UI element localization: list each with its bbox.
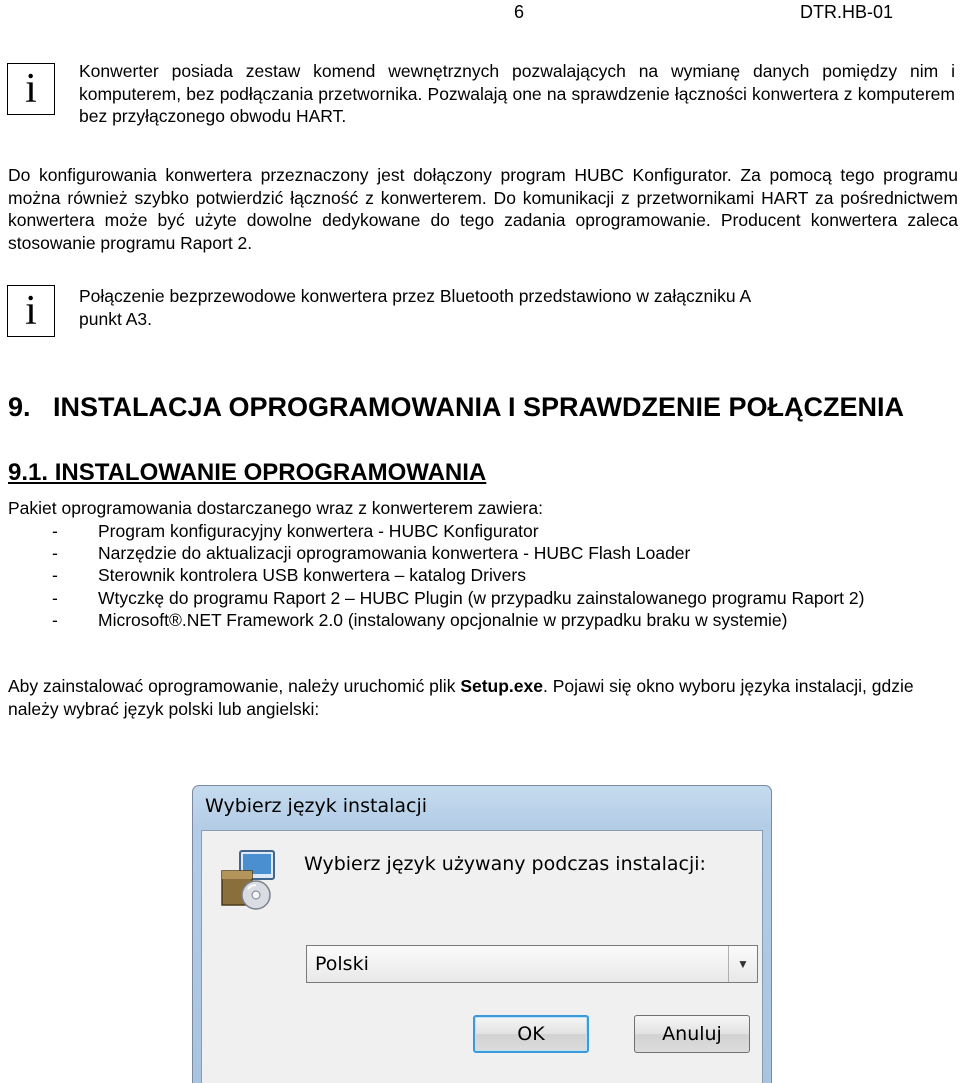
dialog-body xyxy=(201,830,763,1083)
ok-button[interactable]: OK xyxy=(473,1015,589,1053)
package-intro: Pakiet oprogramowania dostarczanego wraz z konwerterem zawiera: xyxy=(8,498,543,518)
language-select[interactable] xyxy=(306,945,758,983)
paragraph-configurator: Do konfigurowania konwertera przeznaczony jest dołączony program HUBC Konfigurator. Za pomocą tego programu można również szybko potwierdzić łączność z konwerterem. Do komunikacji z przetwornikami HART za pośrednictwem konwertera może być użyte dowolne dedykowane do tego zadania oprogramowanie. Producent konwertera zaleca stosowanie programu Raport 2. xyxy=(8,165,958,253)
list-item: - Wtyczkę do programu Raport 2 – HUBC Plugin (w przypadku zainstalowanego programu Raport 2) xyxy=(52,587,865,608)
chevron-down-icon[interactable]: ▼ xyxy=(728,946,757,982)
section-heading: 9. INSTALACJA OPROGRAMOWANIA I SPRAWDZENIE POŁĄCZENIA xyxy=(8,392,905,422)
info-icon: i xyxy=(7,63,55,115)
subsection-heading: 9.1. INSTALOWANIE OPROGRAMOWANIA xyxy=(8,459,487,486)
dialog-title: Wybierz język instalacji xyxy=(205,795,428,817)
language-dialog xyxy=(192,785,772,1083)
install-instructions: Aby zainstalować oprogramowanie, należy uruchomić plik Setup.exe. Pojawi się okno wyboru języka instalacji, gdzie należy wybrać język polski lub angielski: xyxy=(8,676,914,719)
list-item: - Sterownik kontrolera USB konwertera – katalog Drivers xyxy=(52,565,526,586)
list-item: - Microsoft®.NET Framework 2.0 (instalowany opcjonalnie w przypadku braku w systemie) xyxy=(52,609,788,630)
info-paragraph-1: Konwerter posiada zestaw komend wewnętrznych pozwalających na wymianę danych pomiędzy nim i komputerem, bez podłączania przetwornika. Pozwalają one na sprawdzenie łączności konwertera z komputerem bez przyłączonego obwodu HART. xyxy=(79,61,955,127)
document-code: DTR.HB-01 xyxy=(800,2,894,22)
list-item: - Program konfiguracyjny konwertera - HUBC Konfigurator xyxy=(52,521,539,541)
cancel-button[interactable]: Anuluj xyxy=(634,1015,750,1053)
page-number: 6 xyxy=(514,2,525,22)
info-paragraph-2-line-1: Połączenie bezprzewodowe konwertera przez Bluetooth przedstawiono w załączniku A xyxy=(79,286,752,306)
info-icon: i xyxy=(7,285,55,337)
setup-filename: Setup.exe xyxy=(460,676,543,696)
list-item: - Narzędzie do aktualizacji oprogramowania konwertera - HUBC Flash Loader xyxy=(52,543,691,564)
info-paragraph-2-line-2: punkt A3. xyxy=(79,309,152,329)
installer-icon xyxy=(218,849,278,913)
dialog-prompt: Wybierz język używany podczas instalacji: xyxy=(304,853,706,875)
package-contents-list xyxy=(8,520,958,631)
selected-language: Polski xyxy=(315,953,369,975)
